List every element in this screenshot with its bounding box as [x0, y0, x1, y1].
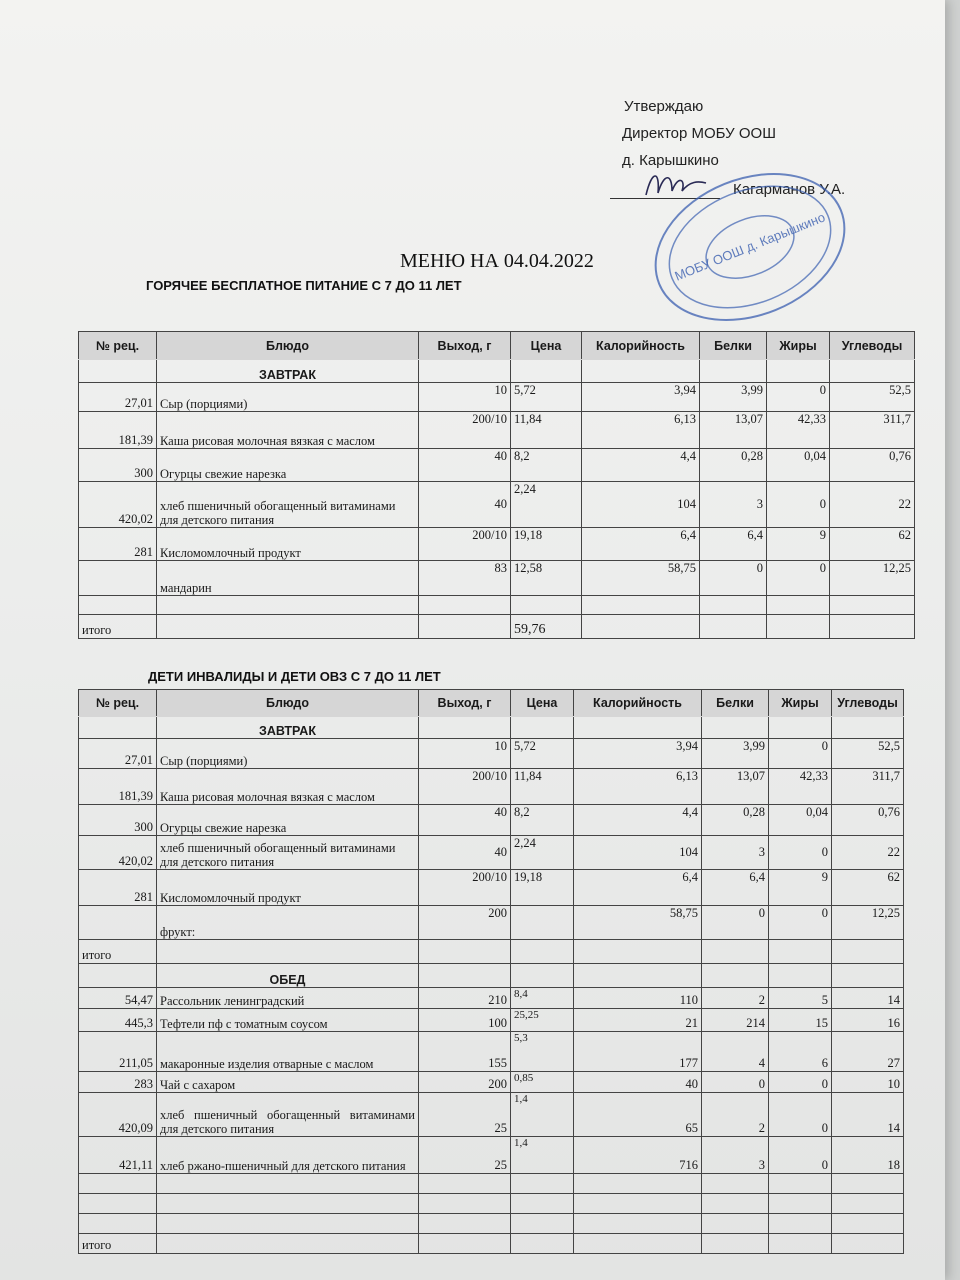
approval-line-2: Директор МОБУ ООШ — [622, 125, 776, 142]
header-kcal: Калорийность — [582, 332, 700, 360]
empty-row — [79, 1194, 904, 1214]
table-row: 300 Огурцы свежие нарезка 40 8,2 4,4 0,28 0,04 0,76 — [79, 449, 915, 482]
approval-line-3: д. Карышкино — [622, 152, 719, 169]
table-row: 421,11 хлеб ржано-пшеничный для детского питания 25 1,4 716 3 0 18 — [79, 1137, 904, 1174]
meal-section-row — [79, 964, 904, 988]
approval-signer: Кагарманов У.А. — [733, 181, 846, 198]
table-row: 181,39 Каша рисовая молочная вязкая с маслом 200/10 11,84 6,13 13,07 42,33 311,7 — [79, 769, 904, 805]
table-row: 27,01 Сыр (порциями) 10 5,72 3,94 3,99 0 52,5 — [79, 383, 915, 412]
header-protein: Белки — [700, 332, 767, 360]
table-row: 420,09 хлеб пшеничный обогащенный витаминами для детского питания 25 1,4 65 2 0 14 — [79, 1093, 904, 1137]
header-dish: Блюдо — [157, 332, 419, 360]
section2-subtitle: ДЕТИ ИНВАЛИДЫ И ДЕТИ ОВЗ С 7 ДО 11 ЛЕТ — [148, 669, 441, 684]
table-row: 27,01 Сыр (порциями) 10 5,72 3,94 3,99 0 52,5 — [79, 739, 904, 769]
approval-line-1: Утверждаю — [624, 98, 704, 115]
table-row: 181,39 Каша рисовая молочная вязкая с маслом 200/10 11,84 6,13 13,07 42,33 311,7 — [79, 412, 915, 449]
table-row: мандарин 83 12,58 58,75 0 0 12,25 — [79, 561, 915, 596]
empty-row — [79, 1214, 904, 1234]
total-row — [79, 615, 915, 639]
menu-table-disabled-children — [78, 689, 904, 1254]
table-row: 54,47 Рассольник ленинградский 210 8,4 110 2 5 14 — [79, 988, 904, 1009]
total-price: 59,76 — [511, 615, 582, 639]
table-row: 281 Кисломомлочный продукт 200/10 19,18 6,4 6,4 9 62 — [79, 870, 904, 906]
header-output: Выход, г — [419, 690, 511, 717]
meal-section-row — [79, 360, 915, 383]
table-row: 211,05 макаронные изделия отварные с маслом 155 5,3 177 4 6 27 — [79, 1032, 904, 1072]
header-price: Цена — [511, 690, 574, 717]
header-price: Цена — [511, 332, 582, 360]
empty-row — [79, 596, 915, 615]
header-dish: Блюдо — [157, 690, 419, 717]
table-row: 281 Кисломомлочный продукт 200/10 19,18 6,4 6,4 9 62 — [79, 528, 915, 561]
header-code: № рец. — [79, 690, 157, 717]
meal-section-row — [79, 717, 904, 739]
header-fat: Жиры — [769, 690, 832, 717]
table-row: 445,3 Тефтели пф с томатным соусом 100 25,25 21 214 15 16 — [79, 1009, 904, 1032]
meal-title: ЗАВТРАК — [157, 717, 419, 739]
table-header — [79, 332, 915, 360]
meal-title: ОБЕД — [157, 964, 419, 988]
table-row: 300 Огурцы свежие нарезка 40 8,2 4,4 0,28 0,04 0,76 — [79, 805, 904, 836]
table-row: фрукт: 200 58,75 0 0 12,25 — [79, 906, 904, 940]
header-code: № рец. — [79, 332, 157, 360]
header-fat: Жиры — [767, 332, 830, 360]
header-protein: Белки — [702, 690, 769, 717]
table-row: 420,02 хлеб пшеничный обогащенный витаминами для детского питания 40 2,24 104 3 0 22 — [79, 482, 915, 528]
meal-title: ЗАВТРАК — [157, 360, 419, 383]
menu-table-free-meals — [78, 331, 915, 639]
page-title: МЕНЮ НА 04.04.2022 — [400, 250, 594, 272]
total-label: итого — [79, 615, 157, 639]
section1-subtitle: ГОРЯЧЕЕ БЕСПЛАТНОЕ ПИТАНИЕ С 7 ДО 11 ЛЕТ — [146, 278, 462, 293]
header-kcal: Калорийность — [574, 690, 702, 717]
stamp-icon — [640, 165, 860, 330]
total-row — [79, 940, 904, 964]
total-row — [79, 1234, 904, 1254]
table-header — [79, 690, 904, 717]
header-carbs: Углеводы — [832, 690, 904, 717]
empty-row — [79, 1174, 904, 1194]
total-label: итого — [79, 940, 157, 964]
table-row: 420,02 хлеб пшеничный обогащенный витаминами для детского питания 40 2,24 104 3 0 22 — [79, 836, 904, 870]
header-carbs: Углеводы — [830, 332, 915, 360]
total-label: итого — [79, 1234, 157, 1254]
table-row: 283 Чай с сахаром 200 0,85 40 0 0 10 — [79, 1072, 904, 1093]
header-output: Выход, г — [419, 332, 511, 360]
stamp-text: МОБУ ООШ д. Карышкино — [672, 209, 828, 284]
